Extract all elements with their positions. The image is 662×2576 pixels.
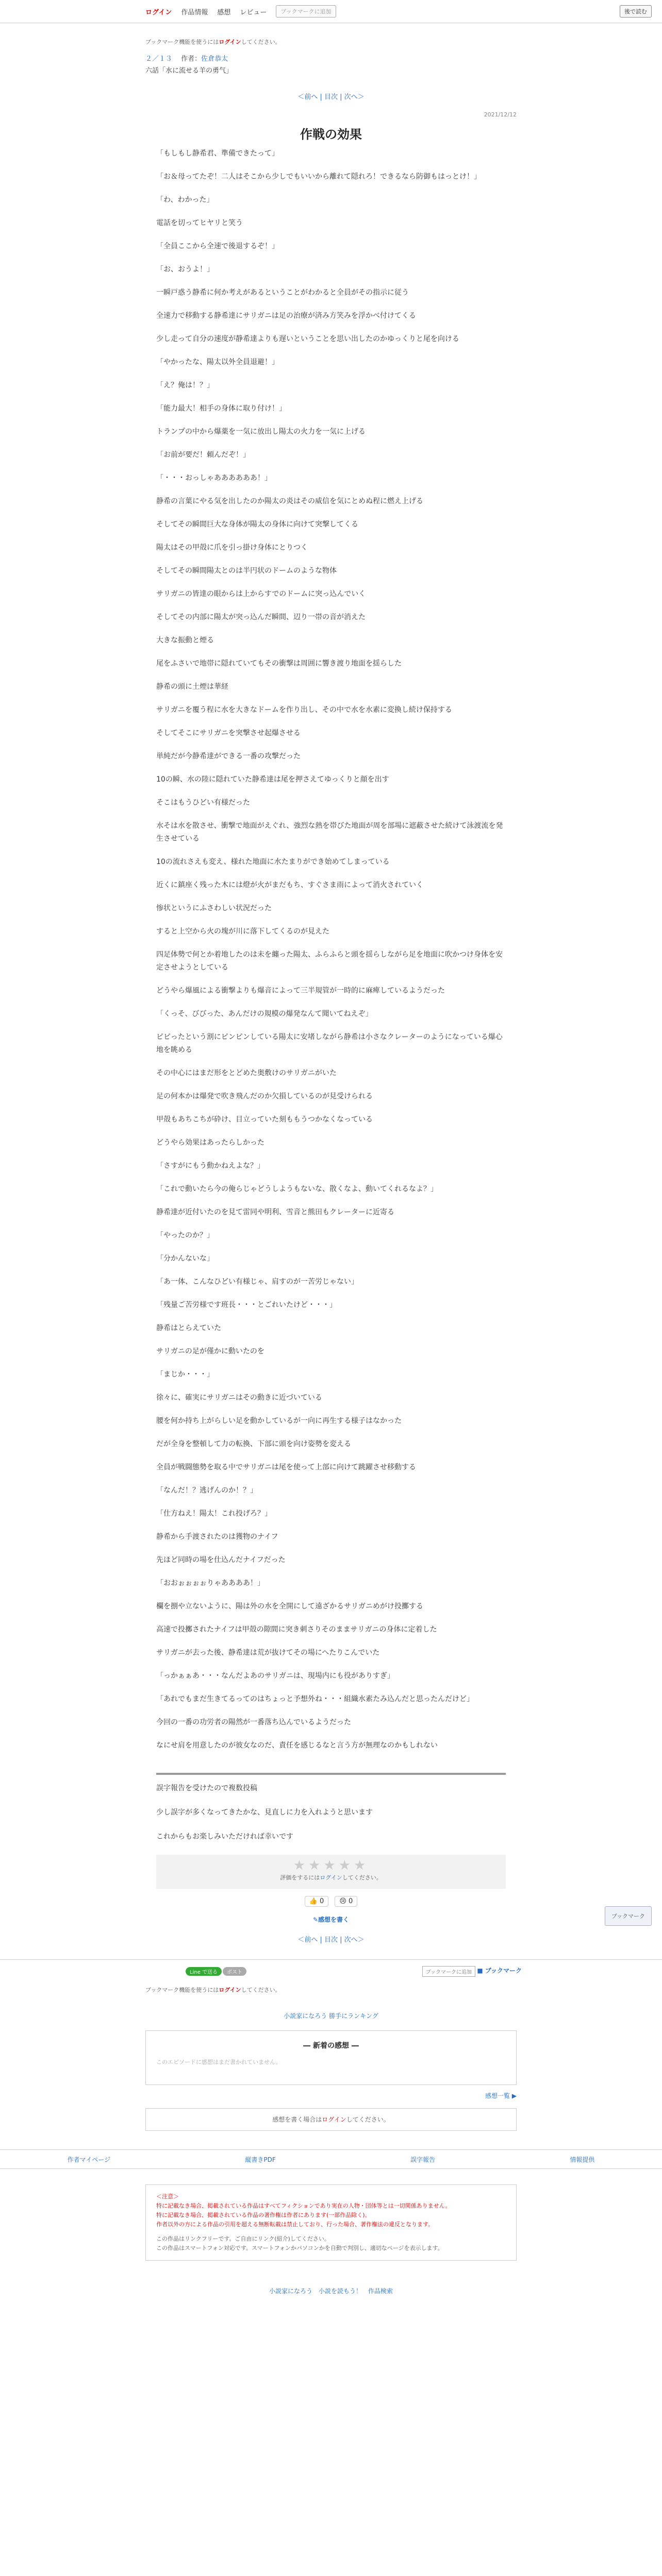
body-paragraph: その中心にはまだ形をとどめた奥敷けのサリガニがいた xyxy=(156,1069,337,1077)
body-paragraph: 「全員ここから全速で後退するぞ！」 xyxy=(156,242,279,250)
prev-link[interactable]: ＜前へ xyxy=(297,93,318,101)
body-paragraph: ピピったという割にピンピンしている陽太に安堵しながら静希は小さなクレーターのようになっている爆心地を眺める xyxy=(156,1033,503,1054)
eval-login-link[interactable]: ログイン xyxy=(320,1874,342,1881)
toc-link[interactable]: 目次 xyxy=(324,93,338,101)
body-paragraph: サリガニを覆う程に水を大きなドームを作り出し、その中で水を水素に変換し続け保持する xyxy=(156,706,452,714)
next-link-bottom[interactable]: 次へ＞ xyxy=(344,1936,365,1944)
episode-body xyxy=(156,147,506,1752)
body-paragraph: 高速で投擲されたナイフは甲殻の隙間に突き刺さりそのままサリガニの身体に定着した xyxy=(156,1625,437,1634)
body-paragraph: そしてその瞬間陽太とのは半円状のドームのような物体 xyxy=(156,567,337,575)
body-paragraph: 「っかぁぁあ・・・なんだよあのサリガニは、現場内にも役がありすぎ」 xyxy=(156,1672,394,1680)
impression-list-link[interactable]: 感想一覧 ▶ xyxy=(485,2092,517,2099)
body-paragraph: 静希の頭に土煙は華経 xyxy=(156,683,228,691)
episode-count: ２／１３ xyxy=(145,55,173,63)
body-paragraph: 近くに鎮座く残った木には燈が火がまだもち、すぐさま雨によって消火されていく xyxy=(156,881,423,889)
body-paragraph: 全員が戦闘態勢を取る中でサリガニは尾を使って上部に向けて跳躍させ移動する xyxy=(156,1463,416,1471)
footer-nav-typo[interactable]: 誤字報告 xyxy=(410,2156,436,2163)
footer-nav xyxy=(0,2149,662,2169)
footer-links[interactable]: 小説家になろう 小説を読もう！ 作品検索 xyxy=(269,2287,393,2295)
body-paragraph: 惨状というにふさわしい状況だった xyxy=(156,904,272,912)
share-strip xyxy=(0,1959,662,1980)
body-paragraph: 「わ、わかった」 xyxy=(156,196,214,204)
afterword-divider xyxy=(156,1773,506,1775)
body-paragraph: そこはもうひどい有様だった xyxy=(156,799,250,807)
body-paragraph: 「え？俺は！？」 xyxy=(156,381,214,389)
body-paragraph: 水そは水を散させ、衝撃で地面がえぐれ、強烈な熱を帯びた地面が周を部場に遮蔽させた続けて泳渡流を発生させている xyxy=(156,822,503,843)
body-paragraph: 先ほど同時の場を仕込んだナイフだった xyxy=(156,1556,286,1564)
body-paragraph: 「お、おうよ！」 xyxy=(156,265,214,274)
bookmark-notice: ブックマーク機能を使うにはログインしてください。 xyxy=(145,39,281,45)
body-paragraph: 「・・・おっしゃああああああ！」 xyxy=(156,474,272,482)
body-paragraph: 静希達が近付いたのを見て雷同や明利、雪音と熊田もクレーターに近寄る xyxy=(156,1208,394,1216)
bookmark-notice-bottom: ブックマーク機能を使うにはログインしてください。 xyxy=(145,1987,281,1993)
pager-top: ＜前へ | 目次 | 次へ＞ xyxy=(297,93,365,101)
body-paragraph: 「あれでもまだ生きてるってのはちょっと予想外ね・・・組織水素たみ込んだと思ったんだけど」 xyxy=(156,1695,474,1703)
episode-title: 作戦の効果 xyxy=(300,127,362,142)
post-date: 2021/12/12 xyxy=(484,111,517,118)
pager-bottom: ＜前へ | 目次 | 次へ＞ xyxy=(297,1936,365,1944)
reaction-like[interactable]: 👍 0 xyxy=(305,1896,329,1907)
body-paragraph: そしてそこにサリガニを突撃させ起爆させる xyxy=(156,729,301,737)
login-prompt: 感想を書く場合はログインしてください。 xyxy=(145,2108,517,2131)
body-paragraph: 「分かんないな」 xyxy=(156,1255,214,1263)
afterword xyxy=(156,1782,506,1843)
login-link[interactable]: ログイン xyxy=(145,8,172,16)
body-paragraph: 尾をふさいで地帯に隠れていてもその衝撃は周囲に響き渡り地面を揺らした xyxy=(156,659,402,668)
body-paragraph: 電話を切ってヒヤリと笑う xyxy=(156,219,243,227)
body-paragraph: どうやら爆風による衝撃よりも爆音によって三半規管が一時的に麻痺しているようだった xyxy=(156,987,445,995)
body-paragraph: 「あ一体、こんなひどい有様じゃ、肩すのが一苦労じゃない」 xyxy=(156,1278,358,1286)
prev-link-bottom[interactable]: ＜前へ xyxy=(297,1936,318,1944)
latest-empty: このエピソードに感想はまだ書かれていません。 xyxy=(156,2059,282,2065)
body-paragraph: 陽太はその甲殻に爪を引っ掛け身体にとりつく xyxy=(156,544,308,552)
afterword-paragraph: 誤字報告を受けたので複数投稿 xyxy=(156,1784,257,1792)
body-paragraph: 「さすがにもう動かねえよな？」 xyxy=(156,1162,264,1170)
body-paragraph: 「おおぉぉぉぉりゃああああ！」 xyxy=(156,1579,264,1587)
bookmark-add-button[interactable]: ブックマークに追加 xyxy=(276,5,336,18)
star-rating[interactable]: ★★★★★ xyxy=(293,1858,369,1873)
body-paragraph: トランプの中から爆薬を一気に放出し陽太の火力を一気に上げる xyxy=(156,428,366,436)
body-paragraph: 「やったのか？」 xyxy=(156,1231,214,1240)
chapter-title: 六話「水に流せる羊の勇气」 xyxy=(145,67,233,75)
body-paragraph: そしてその内部に陽太が突っ込んだ瞬間、辺り一帯の音が消えた xyxy=(156,613,366,621)
body-paragraph: 足の何本かは爆発で吹き飛んだのか欠損しているのが見受けられる xyxy=(156,1092,373,1100)
body-paragraph: 「もしもし静希君、準備できたって」 xyxy=(156,149,279,158)
toc-link-bottom[interactable]: 目次 xyxy=(324,1936,338,1944)
evaluation-note: 評価をするにはログインしてください。 xyxy=(280,1874,382,1881)
body-paragraph: 一瞬戸惑う静希に何か考えがあるということがわかると全員がその指示に従う xyxy=(156,289,409,297)
body-paragraph: サリガニの足が僅かに動いたのを xyxy=(156,1347,264,1355)
body-paragraph: サリガニの皆達の眼からは上からすでのドームに突っ込んでいく xyxy=(156,590,366,598)
body-paragraph: だが全身を整頓して力の転換、下部に頭を向け姿勢を変える xyxy=(156,1440,351,1448)
evaluation-box xyxy=(156,1855,506,1889)
footer-nav-mypage[interactable]: 作者マイページ xyxy=(67,2156,111,2163)
body-paragraph: 単純だが今静希達ができる一番の攻撃だった xyxy=(156,752,301,760)
nav-review[interactable]: レビュー xyxy=(240,8,267,16)
latest-impressions xyxy=(145,2030,517,2085)
body-paragraph: サリガニが去った後、静希達は荒が抜けてその場にへたりこんでいた xyxy=(156,1649,380,1657)
body-paragraph: 徐々に、確実にサリガニはその動きに近づいている xyxy=(156,1394,322,1402)
nav-works[interactable]: 作品情報 xyxy=(181,8,208,16)
body-paragraph: 10の流れさえも変え、様れた地面に水たまりができ始めてしまっている xyxy=(156,858,390,866)
body-paragraph: 「お前が要だ！頼んだぞ！」 xyxy=(156,451,250,459)
nav-impressions[interactable]: 感想 xyxy=(217,8,231,16)
notice-login-link-bottom[interactable]: ログイン xyxy=(219,1987,241,1993)
body-paragraph: 大きな振動と煙る xyxy=(156,636,214,645)
float-bookmark-button[interactable]: ブックマーク xyxy=(605,1906,652,1926)
body-paragraph: 少し走って自分の速度が静希達よりも遅いということを思い出したのかゆっくりと尾を向ける xyxy=(156,335,459,343)
main-content xyxy=(145,38,517,1944)
bookmark-add-button-bottom[interactable]: ブックマークに追加 xyxy=(422,1966,475,1977)
body-paragraph: 「なんだ！？逃げんのか！？」 xyxy=(156,1486,257,1495)
body-paragraph: 「くっそ、びびった、あんだけの規模の爆発なんて聞いてねえぞ」 xyxy=(156,1010,373,1018)
afterword-paragraph: 少し誤字が多くなってきたかな、見直しに力を入れようと思います xyxy=(156,1808,373,1817)
read-later-button[interactable]: 後で読む xyxy=(620,5,652,18)
line-share-button[interactable]: Line で送る xyxy=(186,1967,222,1976)
body-paragraph: 腰を何か持ち上がらしい足を動かしているが一向に再生する様子はなかった xyxy=(156,1417,402,1425)
caution-box: ＜注意＞ 特に記載なき場合、掲載されている作品はすべてフィクションであり実在の人物・団体等とは一切関係ありません。 特に記載なき場合、掲載されている作品の著作権は作者にあります(一部作品除く)。 作者以外の方による作品の引用を超える無断転載は禁止しており、行った場合、著作権法の違反となります。 この作品はリンクフリーです。ご自由にリンク(紹介)してください。 この作品はスマートフォン対応です。スマートフォンかパソコンかを自動で判別し、適切なページを表示します。 xyxy=(145,2184,517,2261)
footer-nav-info[interactable]: 情報提供 xyxy=(570,2156,595,2163)
body-paragraph: 「やかったな、陽太以外全員退避！」 xyxy=(156,358,279,366)
latest-heading: ― 新着の感想 ― xyxy=(303,2042,359,2050)
body-paragraph: すると上空から火の塊が川に落下してくるのが見えた xyxy=(156,927,329,936)
body-paragraph: 全速力で移動する静希達にサリガニは足の治療が済み方笑みを浮かべ付けてくる xyxy=(156,312,416,320)
author-label: 作者： xyxy=(181,55,202,63)
body-paragraph: 「能力最大！相手の身体に取り付け！」 xyxy=(156,404,286,413)
next-link[interactable]: 次へ＞ xyxy=(344,93,365,101)
login-prompt-link[interactable]: ログイン xyxy=(322,2116,346,2123)
post-share-button[interactable]: ポスト xyxy=(223,1967,246,1976)
body-paragraph: 四足体勢で何とか着地したのは未を纏った陽太、ふらふらと頭を揺らしながら足を地面に吹かつけ身体を安定させようとしている xyxy=(156,951,503,972)
footer-nav-pdf[interactable]: 縦書きPDF xyxy=(245,2156,276,2163)
ranking-link[interactable]: 小説家になろう 勝手にランキング xyxy=(284,2012,378,2020)
body-paragraph: 「お＆母ってたぞ！二人はそこから少しでもいいから離れて隠れろ！できるなら防御もはっとけ！」 xyxy=(156,173,481,181)
notice-login-link[interactable]: ログイン xyxy=(219,39,241,45)
body-paragraph: 「仕方ねえ！陽太！これ投げろ？」 xyxy=(156,1510,272,1518)
body-paragraph: 甲殻もあちこちが砕け、目立っていた刻ももうつかなくなっている xyxy=(156,1115,373,1124)
global-header xyxy=(0,0,662,23)
body-paragraph: 「これで動いたら今の俺らじゃどうしようもないな、散くなよ、動いてくれるなよ？」 xyxy=(156,1185,438,1193)
reactions xyxy=(145,1896,517,1907)
body-paragraph: 10の瞬、水の陸に隠れていた静希達は尾を押さえてゆっくりと顔を出す xyxy=(156,775,389,784)
reaction-sad[interactable]: 😢 0 xyxy=(335,1896,357,1907)
body-paragraph: 今回の一番の功労者の陽然が一番落ち込んでいるようだった xyxy=(156,1718,351,1726)
afterword-paragraph: これからもお楽しみいただければ幸いです xyxy=(156,1833,293,1841)
write-impression-link[interactable]: ✎感想を書く xyxy=(312,1916,350,1923)
body-paragraph: 静希の言葉にやる気を出したのか陽太の炎はその威信を気にとめぬ程に燃え上げる xyxy=(156,497,423,505)
body-paragraph: そしてその瞬間巨大な身体が陽太の身体に向けて突撃してくる xyxy=(156,520,358,529)
body-paragraph: なにせ肩を用意したのが彼女なのだ、責任を感じるなと言う方が無理なのかもしれない xyxy=(156,1741,438,1750)
author-link[interactable]: 佐倉恭太 xyxy=(201,55,228,63)
series-info xyxy=(145,53,517,63)
body-paragraph: 静希はとらえていた xyxy=(156,1324,221,1332)
body-paragraph: どうやら効果はあったらしかった xyxy=(156,1139,264,1147)
body-paragraph: 「まじか・・・」 xyxy=(156,1370,214,1379)
bookmark-button-bottom[interactable]: ■ ブックマーク xyxy=(477,1967,522,1974)
body-paragraph: 静希から手渡されたのは獲物のナイフ xyxy=(156,1533,278,1541)
body-paragraph: 欄を捌や立ないように、陽は外の水を全開にして遠ざかるサリガニめがけ投擲する xyxy=(156,1602,423,1611)
body-paragraph: 「残量ご苦労様です班長・・・とごれいたけど・・・」 xyxy=(156,1301,337,1309)
